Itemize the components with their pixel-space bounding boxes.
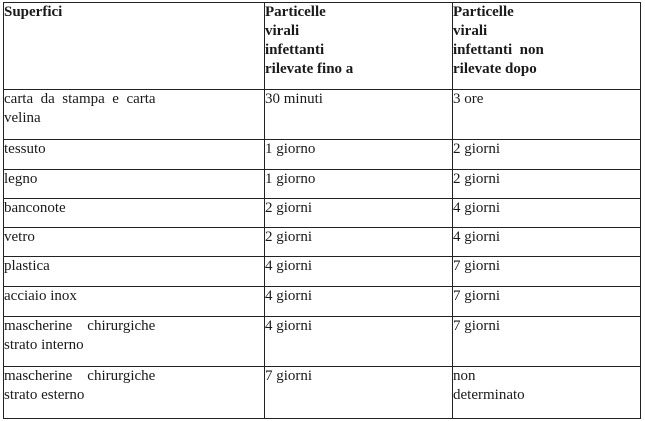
not-detected-after-cell — [453, 257, 641, 287]
surface-line: velina — [4, 110, 41, 126]
value-line: 2 giorni — [453, 171, 501, 187]
not-detected-after-cell — [453, 199, 641, 228]
value-line: 7 giorni — [453, 318, 501, 334]
surface-line: plastica — [4, 258, 50, 274]
value-line: 7 giorni — [453, 288, 501, 304]
table-row — [4, 317, 641, 367]
surface-cell — [4, 140, 265, 170]
detected-until-cell: 1 giorno — [265, 140, 453, 170]
surface-line: tessuto — [4, 141, 46, 157]
table-row — [4, 367, 641, 419]
table-row — [4, 90, 641, 140]
value-line: 2 giorni — [453, 141, 501, 157]
header-line: virali — [453, 23, 488, 39]
surface-line: legno — [4, 171, 38, 187]
surface-cell — [4, 287, 265, 317]
value-line: 4 giorni — [453, 200, 501, 216]
surface-line: strato esterno — [4, 387, 85, 403]
detected-until-cell: 7 giorni — [265, 367, 453, 419]
header-surfaces — [4, 3, 265, 90]
header-line: rilevate dopo — [453, 61, 537, 77]
detected-until-cell: 2 giorni — [265, 228, 453, 257]
detected-until-cell: 4 giorni — [265, 287, 453, 317]
header-line: Particelle — [265, 4, 326, 20]
value-line: non — [453, 368, 476, 384]
surface-line: mascherine chirurgiche — [4, 368, 156, 384]
value-line: 4 giorni — [453, 229, 501, 245]
virus-surface-persistence-table — [3, 2, 641, 419]
value-line: 3 ore — [453, 91, 484, 107]
surface-cell — [4, 257, 265, 287]
surface-line: banconote — [4, 200, 66, 216]
surface-cell — [4, 90, 265, 140]
surface-line: strato interno — [4, 337, 84, 353]
value-line: 7 giorni — [453, 258, 501, 274]
header-line: rilevate fino a — [265, 61, 354, 77]
table-header-row — [4, 3, 641, 90]
table-row — [4, 140, 641, 170]
surface-cell — [4, 170, 265, 199]
not-detected-after-cell — [453, 170, 641, 199]
header-surfaces-text: Superfici — [4, 4, 63, 20]
table-row — [4, 228, 641, 257]
detected-until-cell: 30 minuti — [265, 90, 453, 140]
detected-until-cell: 4 giorni — [265, 257, 453, 287]
surface-cell — [4, 317, 265, 367]
surface-line: mascherine chirurgiche — [4, 318, 156, 334]
not-detected-after-cell — [453, 90, 641, 140]
header-detected-until — [265, 3, 453, 90]
table-row — [4, 287, 641, 317]
surface-cell — [4, 367, 265, 419]
header-line: infettanti — [265, 42, 325, 58]
surface-cell — [4, 228, 265, 257]
not-detected-after-cell — [453, 317, 641, 367]
table-row — [4, 199, 641, 228]
surface-cell — [4, 199, 265, 228]
detected-until-cell: 4 giorni — [265, 317, 453, 367]
detected-until-cell: 1 giorno — [265, 170, 453, 199]
surface-line: carta da stampa e carta — [4, 91, 156, 107]
surface-line: vetro — [4, 229, 35, 245]
not-detected-after-cell — [453, 228, 641, 257]
table-row — [4, 257, 641, 287]
header-not-detected-after — [453, 3, 641, 90]
header-line: Particelle — [453, 4, 514, 20]
header-line: infettanti non — [453, 42, 544, 58]
not-detected-after-cell — [453, 367, 641, 419]
header-line: virali — [265, 23, 300, 39]
detected-until-cell: 2 giorni — [265, 199, 453, 228]
value-line: determinato — [453, 387, 525, 403]
not-detected-after-cell — [453, 287, 641, 317]
surface-line: acciaio inox — [4, 288, 77, 304]
table-row — [4, 170, 641, 199]
not-detected-after-cell — [453, 140, 641, 170]
